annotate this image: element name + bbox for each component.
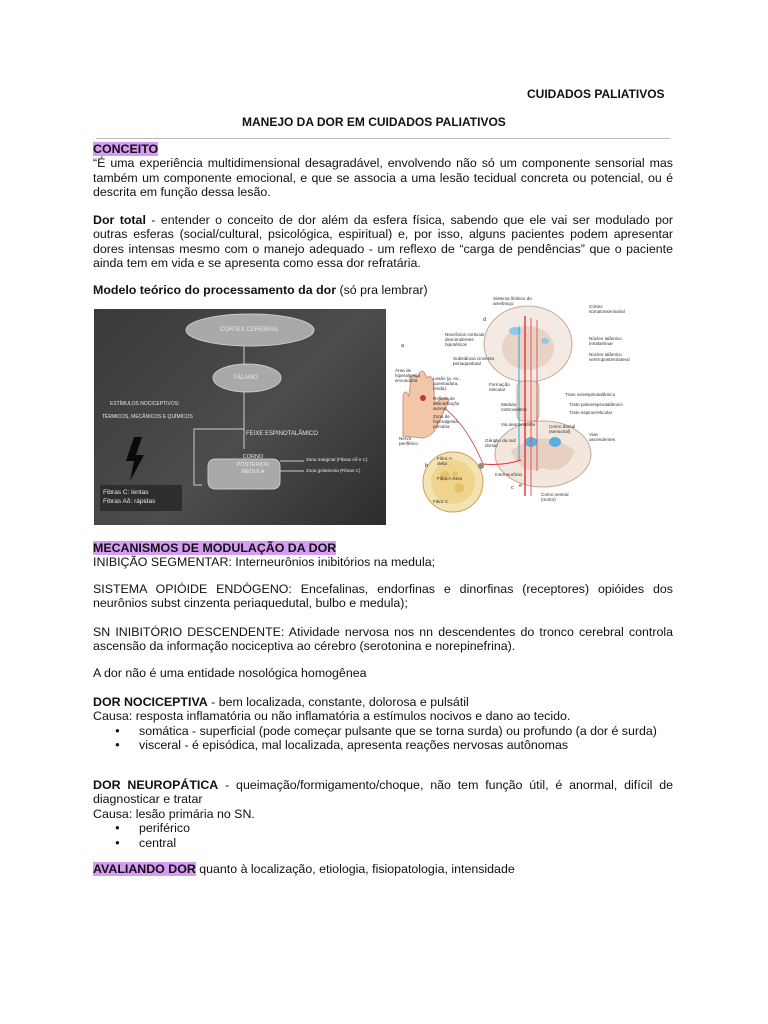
neuropatica-list (93, 821, 673, 850)
list-item: ● central (93, 836, 673, 850)
fibras-c-label: Fibras C: lentas (103, 489, 149, 496)
conceito-section (93, 142, 673, 200)
label-lesion: Lesão (p. ex., queimadura, ferida) (433, 376, 461, 392)
label-dorsal-horn: Corno dorsal (sensorial) (549, 424, 576, 435)
label-a: a (401, 343, 405, 349)
label-secondary-hyperalgesia: Área de hiperalgesia secundária (395, 368, 420, 384)
label-intralaminar: Núcleo talâmico intralaminar (589, 336, 622, 347)
opioide-paragraph: SISTEMA OPIÓIDE ENDÓGENO: Encefalinas, endorfinas e dinorfinas (receptores) opióides dos neurônios subst cinzenta periaquedutal, bulbo e medula); (93, 582, 673, 611)
label-d: d (483, 317, 487, 323)
corno-label-line-2: POSTERIOR (236, 461, 270, 468)
conceito-text: “É uma experiência multidimensional desagradável, envolvendo não só um componente sensorial mas também um componente emocional, e que se associa a uma lesão tecidual concreta ou potencial, ou é descrita em função dessa lesão. (93, 156, 673, 200)
label-c: c (511, 485, 514, 491)
label-b: b (425, 463, 429, 469)
label-primary-hyperalgesia: Zona de hiperalgesia primária (433, 414, 458, 430)
label-ascending-paths: Vias ascendentes (589, 432, 616, 443)
mecanismos-heading: MECANISMOS DE MODULAÇÃO DA DOR (93, 541, 337, 555)
inibicao-segmentar: INIBIÇÃO SEGMENTAR: Interneurônios inibitórios na medula; (93, 555, 436, 570)
label-spinoreticular: Trato espinorreticular (569, 410, 613, 415)
mecanismos-section (93, 541, 673, 570)
conceito-heading: CONCEITO (93, 142, 159, 156)
dor-total-term: Dor total (93, 213, 146, 227)
nociceptiva-causa: Causa: resposta inflamatória ou não inflamatória a estímulos nocivos e dano ao tecido. (93, 709, 571, 724)
dor-total-section (93, 213, 673, 271)
talamo-label: TÁLAMO (233, 375, 258, 381)
list-item: ● visceral - é episódica, mal localizada, apresenta reações nervosas autônomas (93, 738, 673, 752)
label-a-beta: Fibra A-beta (437, 476, 463, 481)
avaliando-heading: AVALIANDO DOR (93, 862, 196, 876)
label-descending-path: Via descendente (501, 422, 536, 427)
label-limbic: Sistema límbico do amebraço (493, 296, 532, 307)
zona-marginal-label: Zona marginal (Fibras Aδ e C) (306, 457, 368, 462)
nociceptiva-list (93, 724, 673, 753)
sn-inibitorio-paragraph: SN INIBITÓRIO DESCENDENTE: Atividade nervosa nos nn descendentes do tronco cerebral controla ascensão da informação nociceptiva ao cérebro (serotonina e norepinefrina). (93, 625, 673, 654)
label-descending-neurons: Neurônios corticais descendentes hipotéticos (445, 332, 485, 348)
dor-total-text: - entender o conceito de dor além da esfera física, sabendo que ele vai ser modulado por outras esferas (social/cultural, psicológica, espiritual) e, por isso, alguns pacientes podem apresentar dores intensas mesmo com o manejo adequado - um reflexo de “carga de pendências” que o paciente ainda tem em vida e se apresenta como essa dor refratária. (93, 213, 674, 271)
label-cortex-somato: Córtex somatossensorial (589, 304, 625, 315)
zona-gelatinosa-label: Zona gelatinosa (Fibras C) (306, 468, 361, 473)
label-rostroventral: Medula rostroventral (501, 402, 527, 413)
page-title: MANEJO DA DOR EM CUIDADOS PALIATIVOS (242, 115, 506, 129)
feixe-label: FEIXE ESPINOTALÂMICO (246, 431, 318, 437)
pain-model-diagram (94, 309, 386, 525)
neuropatica-causa: Causa: lesão primária no SN. (93, 806, 255, 821)
label-axon-reflex: Reflexo de exacerbação axonal (433, 396, 460, 412)
list-item: ● periférico (93, 821, 673, 835)
neuropatica-term: DOR NEUROPÁTICA (93, 778, 219, 792)
corno-label (233, 454, 273, 477)
modelo-term: Modelo teórico do processamento da dor (93, 283, 337, 297)
pain-pathways-illustration (393, 296, 635, 526)
avaliando-section (93, 862, 673, 876)
corno-label-line-1: CORNO (242, 454, 264, 460)
neuropatica-text: - queimação/formigamento/choque, não tem função útil, é anormal, difícil de diagnosticar e tratar (93, 778, 674, 807)
list-item: ● somática - superficial (pode começar pulsante que se torna surda) ou profundo (a dor é surda) (93, 724, 673, 738)
label-pag: Substância cinzenta periaquedutal (453, 356, 495, 367)
label-a-delta: Fibra A-delta (437, 456, 454, 467)
label-neospinothalamic: Trato neoespinotalâmico (565, 392, 616, 397)
nociceptiva-term: DOR NOCICEPTIVA (93, 695, 208, 709)
neuropatica-section (93, 778, 673, 850)
estimulos-label-2: TÉRMICOS, MECÂNICOS E QUÍMICOS (102, 414, 193, 420)
nociceptiva-section (93, 695, 673, 753)
label-fibra-c: Fibra C (433, 499, 449, 504)
label-e: e (519, 483, 523, 489)
corno-label-line-3: MEDULA (241, 469, 265, 475)
course-title: CUIDADOS PALIATIVOS (527, 87, 665, 101)
avaliando-text: quanto à localização, etiologia, fisiopatologia, intensidade (195, 862, 515, 876)
label-peripheral-nerve: Nervo periférico (399, 436, 418, 447)
label-paleospinothalamic: Trato paleoespinotalâmico (569, 402, 623, 407)
label-interneuron: Interneurônio (495, 472, 523, 477)
title-divider (96, 138, 670, 139)
nociceptiva-text: - bem localizada, constante, dolorosa e pulsátil (207, 695, 469, 709)
modelo-note: (só pra lembrar) (336, 283, 428, 297)
label-ventral-horn: Corno ventral (motor) (541, 492, 569, 503)
cortex-label: CORTEX CEREBRAL (220, 327, 279, 333)
estimulos-label-1: ESTÍMULOS NOCICEPTIVOS: (110, 401, 180, 407)
label-reticular: Formação reticular (489, 382, 510, 393)
entidade-paragraph: A dor não é uma entidade nosológica homogênea (93, 666, 367, 680)
label-vpl: Núcleo talâmico ventroposterolateral (589, 352, 630, 363)
fibras-ad-label: Fibras Aδ: rápidas (103, 498, 156, 505)
label-drg: Gânglio da raiz dorsal (485, 438, 516, 449)
